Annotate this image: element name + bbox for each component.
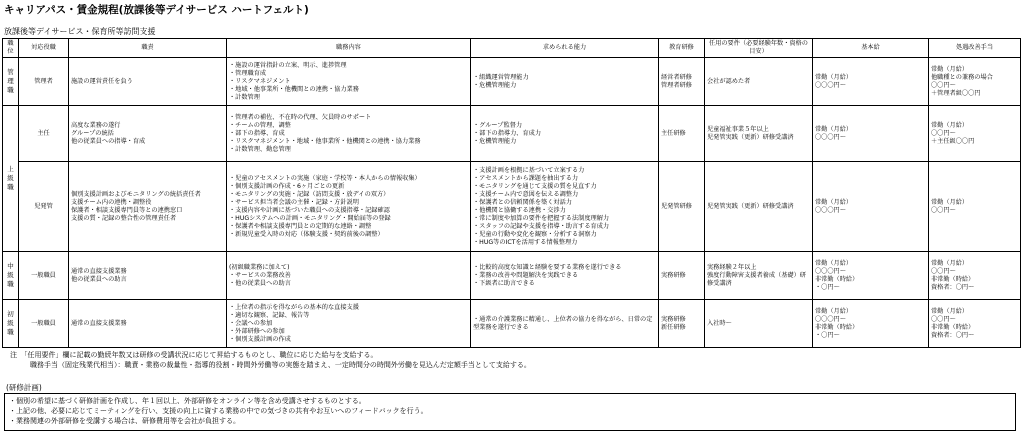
role-cell: 一般職員 — [19, 252, 69, 300]
header-cell: 職位 — [3, 39, 19, 58]
duties-cell: (初級職業務に加えて) ・サービスの業務改善 ・他の従業員への助言 — [227, 252, 471, 300]
duties-cell: ・管理者の補佐、不在時の代理、欠員時のサポート ・チームの管理、調整 ・部下の指導、育成 ・リスクマネジメント・地域・他事業所・他機関との連携・協力業務 ・計数管理、勤怠管理 — [227, 106, 471, 162]
ability-cell: ・組織運営管理能力 ・危機管理能力 — [471, 58, 659, 106]
table-row — [3, 58, 1021, 106]
role-cell: 児発管 — [19, 162, 69, 252]
salary-cell: 常勤（月給） 〇〇〇円～ 非常勤（時給） ・〇円～ — [813, 300, 929, 348]
category-middle: 中 級 職 — [3, 252, 19, 300]
ability-cell: ・通常の介護業務に精通し、上位者の協力を得ながら、日常の定型業務を遂行できる — [471, 300, 659, 348]
resp-cell: 施設の運営責任を負う — [69, 58, 227, 106]
table-row — [3, 300, 1021, 348]
role-cell: 一般職員 — [19, 300, 69, 348]
table-row — [3, 106, 1021, 162]
duties-cell: ・児童のアセスメントの実施（家庭・学校等・本人からの情報収集） ・個別支援計画の作成・6ヶ月ごとの更新 ・モニタリングの実施・記録（訪問支援・放デイの双方） ・サービス担当者会議の主催・記録・方針説明 ・支援内容や計画に基づいた職員への支援指導・記録確認 ・HUGシステムへの計画・モニタリング・開始届等の登録 ・保護者や相談支援専門員との定期的な連絡・調整 ・新規児童受入時の対応（体験支援・契約前後の調整） — [227, 162, 471, 252]
salary-cell: 常勤（月給） 〇〇〇円～ 非常勤（時給） ・〇円～ — [813, 252, 929, 300]
table-header-row — [3, 39, 1021, 58]
training-plan-title: (研修計画) — [6, 383, 42, 392]
req-cell: 実務経験２年以上 強度行動障害支援者養成（基礎）研修受講済 — [705, 252, 813, 300]
header-cell: 教育研修 — [659, 39, 705, 58]
training-cell: 実務研修 新任研修 — [659, 300, 705, 348]
header-cell: 任用の要件（必要経験年数・資格の目安） — [705, 39, 813, 58]
training-plan-box — [4, 393, 1016, 431]
allowance-cell: 常勤（月給） 〇〇円～ 非常勤（時給） 資格者：〇円～ — [929, 300, 1021, 348]
resp-cell: 高度な業務の遂行 グループの統括 他の従業員への指導・育成 — [69, 106, 227, 162]
table-row — [3, 252, 1021, 300]
ability-cell: ・支援計画を根拠に基づいて立案する力 ・アセスメントから課題を抽出する力 ・モニタリングを通じて支援の質を見直す力 ・支援チーム内で意図を伝える調整力 ・保護者との信頼関係を築く対話力 ・他機関と協働する連携・交渉力 ・常に制度や加算の要件を把握する法制度理解力 ・スタッフの記録や支援を指導・助言する育成力 ・児童の行動や変化を観察・分析する洞察力 ・HUG等のICTを活用する情報整理力 — [471, 162, 659, 252]
training-cell: 児発管研修 — [659, 162, 705, 252]
allowance-cell: 常勤（月給） 〇〇円～ ＋主任級〇〇円 — [929, 106, 1021, 162]
role-cell: 主任 — [19, 106, 69, 162]
header-cell: 基本給 — [813, 39, 929, 58]
note-line: 注 「任用要件」欄に記載の勤続年数又は研修の受講状況に応じて昇給するものとし、職位に応じた給与を支給する。 — [10, 351, 378, 359]
table-row — [3, 162, 1021, 252]
req-cell: 児童福祉事業５年以上 児発管実践（更新）研修受講済 — [705, 106, 813, 162]
training-cell: 経営者研修 管理者研修 — [659, 58, 705, 106]
duties-cell: ・上位者の指示を得ながらの基本的な直接支援 ・適切な観察、記録、報告等 ・会議への参加 ・外部研修への参加 ・個別支援計画の作成 — [227, 300, 471, 348]
training-plan-item: ・個別の希望に基づく研修計画を作成し、年１回以上、外部研修をオンライン等を含め受講させするものとする。 — [9, 397, 366, 405]
resp-cell: 通常の直接支援業務 — [69, 300, 227, 348]
category-upper: 上 級 職 — [3, 106, 19, 252]
allowance-cell: 常勤（月給） 〇〇円～ 非常勤（時給） 資格者：〇円～ — [929, 252, 1021, 300]
req-cell: 入社時～ — [705, 300, 813, 348]
header-cell: 職責 — [69, 39, 227, 58]
training-plan-item: ・業務関連の外部研修を受講する場合は、研修費用等を会社が負担する。 — [9, 417, 240, 425]
notes — [10, 350, 531, 370]
req-cell: 児発管実践（更新）研修受講済 — [705, 162, 813, 252]
resp-cell: 個別支援計画およびモニタリングの統括責任者 支援チーム内の連携・調整役 保護者・相談支援専門員等との連携窓口 支援の質・記録の整合性の管理責任者 — [69, 162, 227, 252]
category-junior: 初 級 職 — [3, 300, 19, 348]
page-subtitle: 放課後等デイサービス・保育所等訪問支援 — [4, 27, 156, 36]
req-cell: 会社が認めた者 — [705, 58, 813, 106]
allowance-cell: 常勤（月給） 他職種との兼務の場合 〇〇円～ ＋管理者級〇〇円 — [929, 58, 1021, 106]
training-plan-item: ・上記の他、必要に応じてミーティングを行い、支援の向上に資する業務の中での気づきの共有やお互いへのフィードバックを行う。 — [9, 407, 428, 415]
salary-cell: 常勤（月給） 〇〇〇円～ — [813, 106, 929, 162]
training-cell: 実務研修 — [659, 252, 705, 300]
header-cell: 職務内容 — [227, 39, 471, 58]
training-cell: 主任研修 — [659, 106, 705, 162]
ability-cell: ・グループ監督力 ・部下の指導力、育成力 ・危機管理能力 — [471, 106, 659, 162]
page-title: キャリアパス・賃金規程(放課後等デイサービス ハートフェルト) — [4, 4, 309, 16]
allowance-cell: 常勤（月給） 〇〇円～ — [929, 162, 1021, 252]
header-cell: 求められる能力 — [471, 39, 659, 58]
note-line: 職務手当（固定残業代相当）：職責・業務の裁量性・指導的役割・時間外労働等の実態を踏まえ、一定時間分の時間外労働を見込んだ定額手当として支給する。 — [30, 361, 531, 369]
duties-cell: ・施設の運営指針の立案、明示、進捗管理 ・管理職育成 ・リスクマネジメント ・地域・他事業所・他機関との連携・協力業務 ・計数管理 — [227, 58, 471, 106]
category-manage: 管 理 職 — [3, 58, 19, 106]
salary-cell: 常勤（月給） 〇〇〇円～ — [813, 58, 929, 106]
role-cell: 管理者 — [19, 58, 69, 106]
header-cell: 対応役職 — [19, 39, 69, 58]
ability-cell: ・比較的高度な知識と経験を要する業務を遂行できる ・業務の改善や問題解決を実践できる ・下級者に助言できる — [471, 252, 659, 300]
header-cell: 処遇改善手当 — [929, 39, 1021, 58]
salary-cell: 常勤（月給） 〇〇〇円～ — [813, 162, 929, 252]
resp-cell: 通常の直接支援業務 他の従業員への助言 — [69, 252, 227, 300]
career-path-table — [2, 38, 1021, 348]
